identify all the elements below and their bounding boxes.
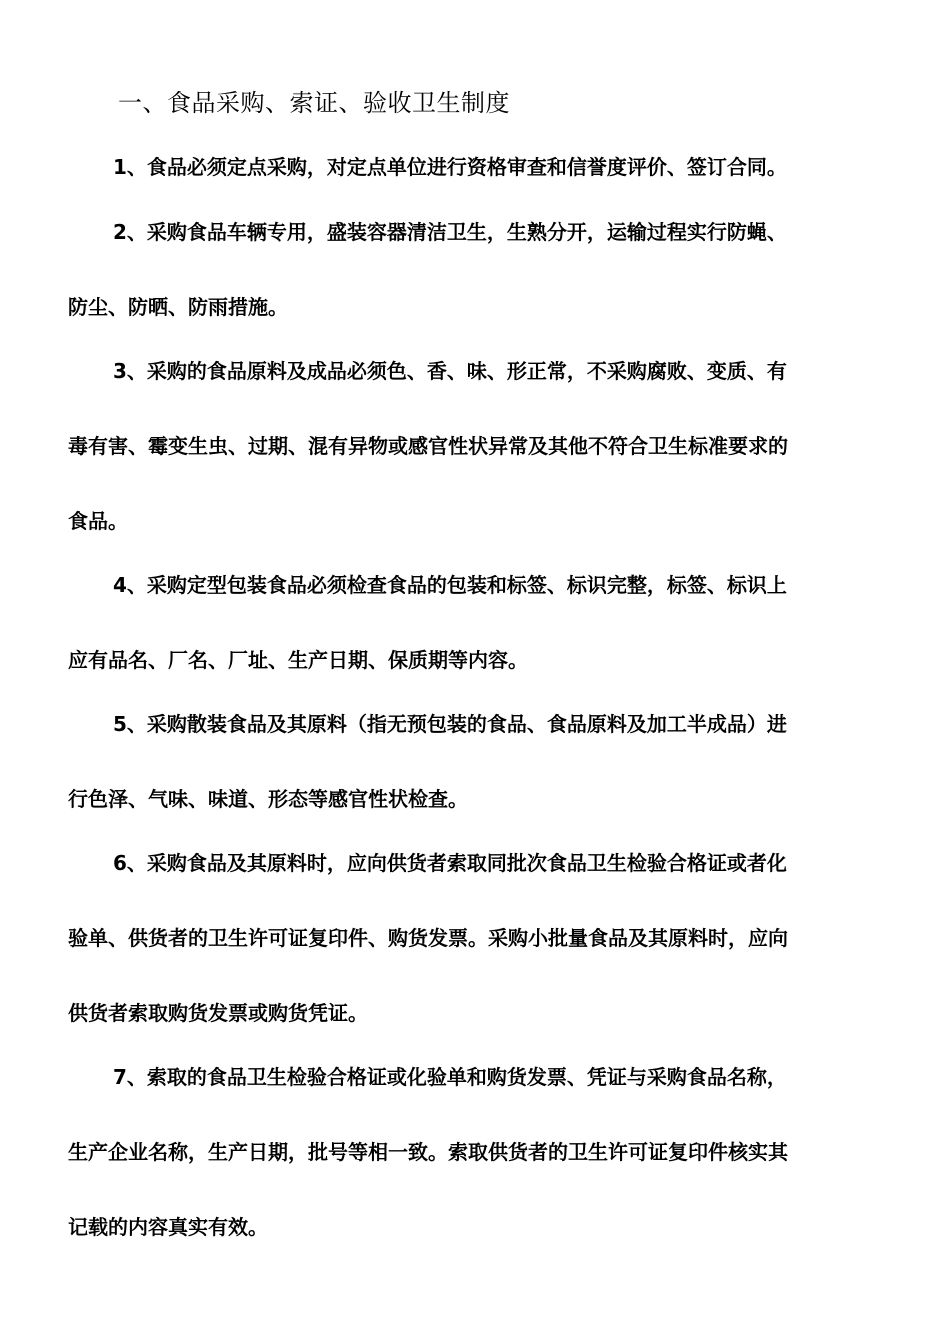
paragraph-6-line-1: 6、采购食品及其原料时，应向供货者索取同批次食品卫生检验合格证或者化 (113, 851, 787, 875)
paragraph-5-line-1: 5、采购散装食品及其原料（指无预包装的食品、食品原料及加工半成品）进 (113, 712, 787, 736)
paragraph-6-line-3: 供货者索取购货发票或购货凭证。 (68, 1001, 368, 1025)
paragraph-7-line-1: 7、索取的食品卫生检验合格证或化验单和购货发票、凭证与采购食品名称， (113, 1065, 787, 1089)
paragraph-7-line-3: 记载的内容真实有效。 (68, 1215, 268, 1239)
paragraph-2-line-2: 防尘、防晒、防雨措施。 (68, 295, 288, 319)
paragraph-6-line-2: 验单、供货者的卫生许可证复印件、购货发票。采购小批量食品及其原料时，应向 (68, 926, 788, 950)
paragraph-5-line-2: 行色泽、气味、味道、形态等感官性状检查。 (68, 787, 468, 811)
paragraph-3-line-1: 3、采购的食品原料及成品必须色、香、味、形正常，不采购腐败、变质、有 (113, 359, 787, 383)
paragraph-2-line-1: 2、采购食品车辆专用，盛装容器清洁卫生，生熟分开，运输过程实行防蝇、 (113, 220, 787, 244)
document-title: 一、食品采购、索证、验收卫生制度 (118, 89, 510, 117)
paragraph-4-line-2: 应有品名、厂名、厂址、生产日期、保质期等内容。 (68, 648, 528, 672)
paragraph-7-line-2: 生产企业名称，生产日期，批号等相一致。索取供货者的卫生许可证复印件核实其 (68, 1140, 788, 1164)
paragraph-1-line-1: 1、食品必须定点采购，对定点单位进行资格审查和信誉度评价、签订合同。 (113, 155, 787, 179)
paragraph-3-line-2: 毒有害、霉变生虫、过期、混有异物或感官性状异常及其他不符合卫生标准要求的 (68, 434, 788, 458)
paragraph-3-line-3: 食品。 (68, 509, 128, 533)
paragraph-4-line-1: 4、采购定型包装食品必须检查食品的包装和标签、标识完整，标签、标识上 (113, 573, 787, 597)
